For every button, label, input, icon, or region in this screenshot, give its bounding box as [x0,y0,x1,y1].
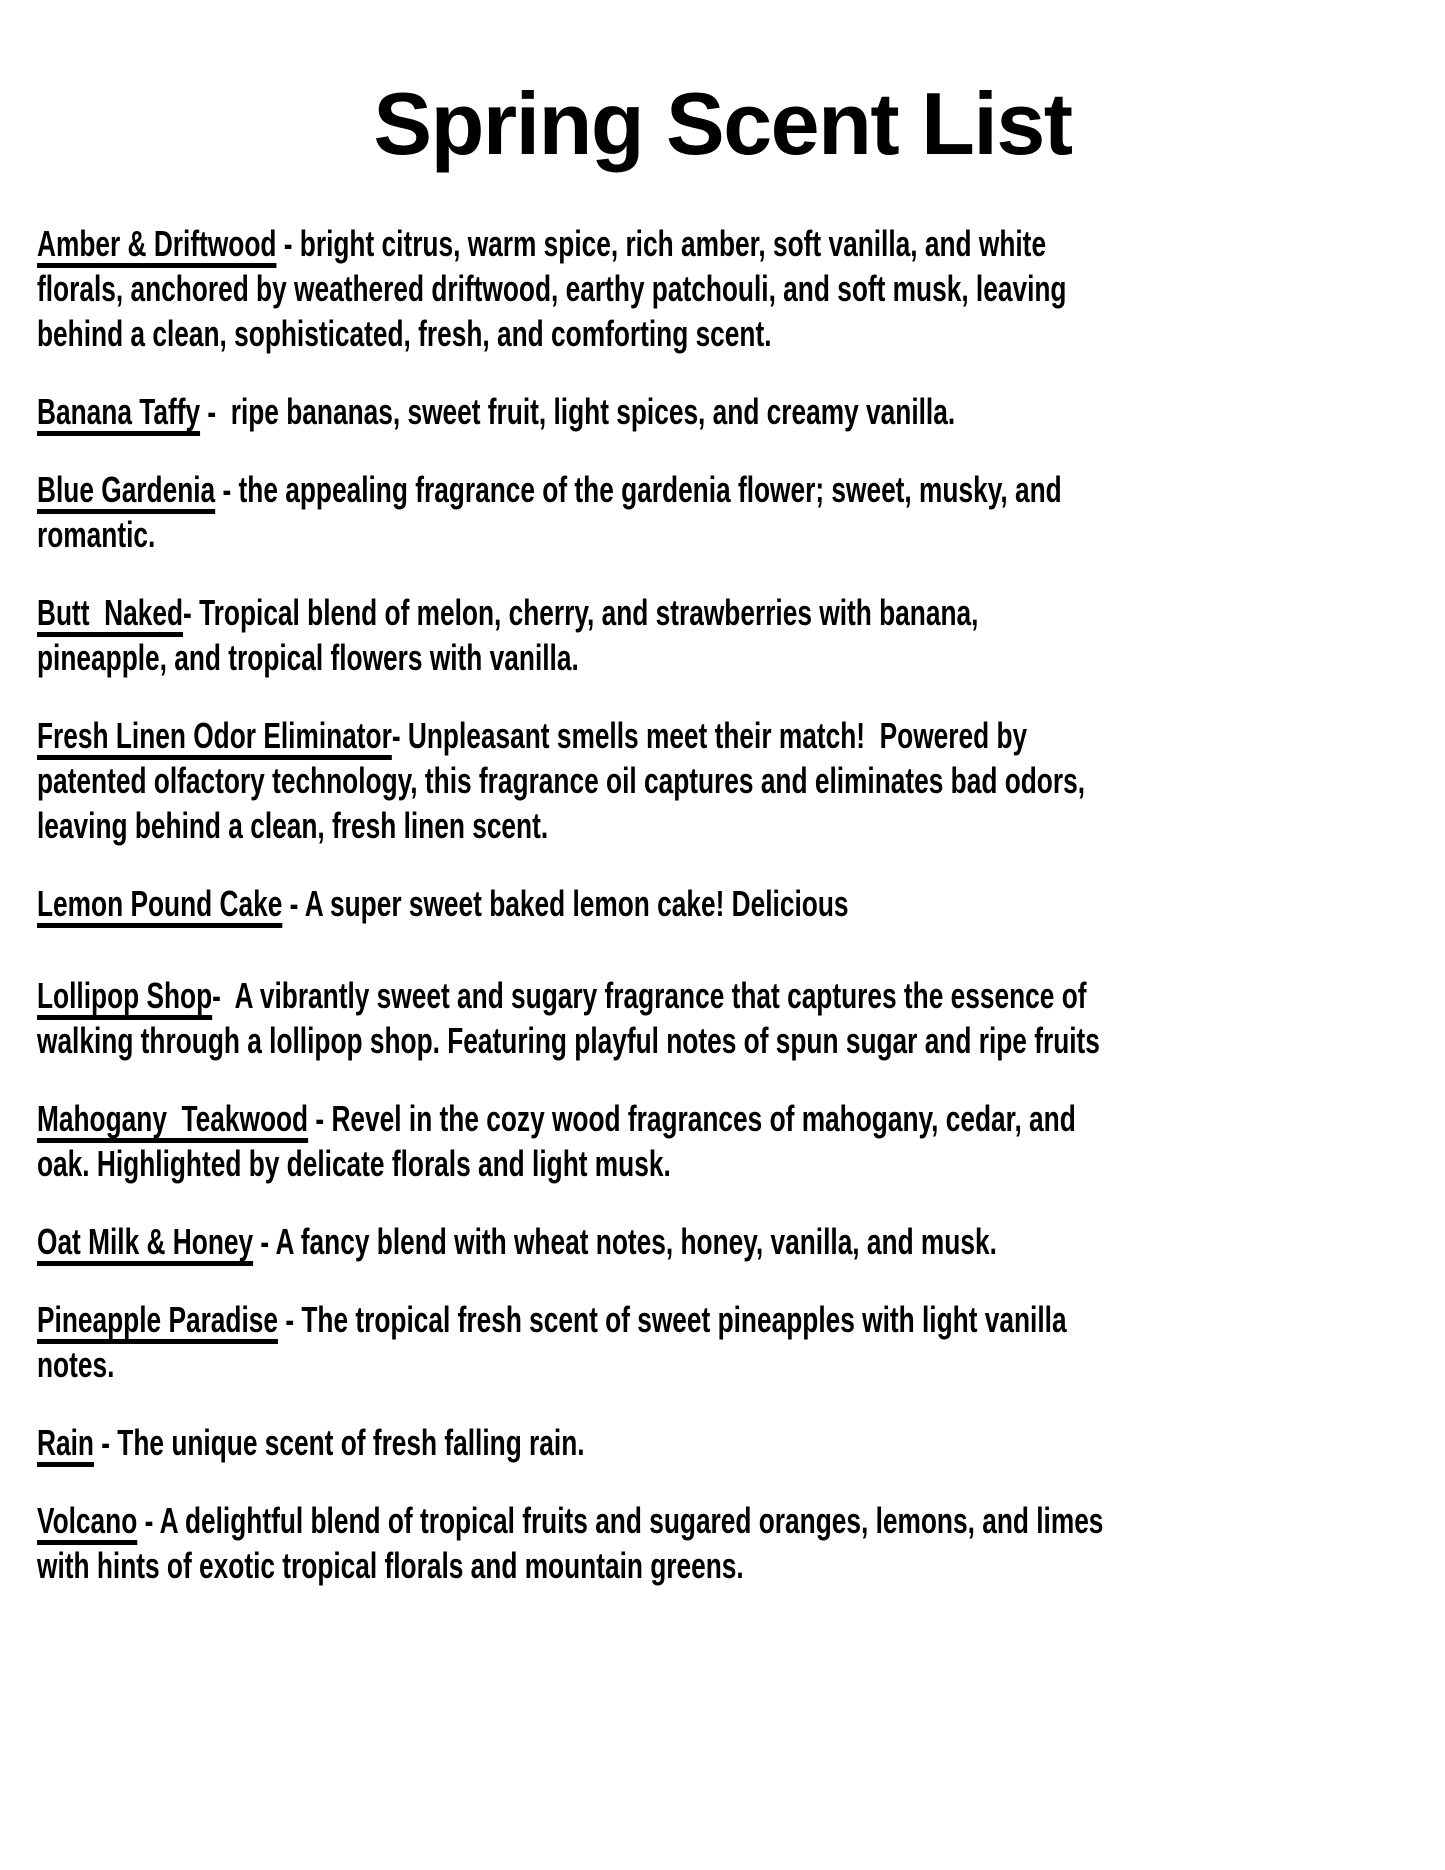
scent-name: Amber & Driftwood [37,223,277,264]
scent-description: - The tropical fresh scent of sweet pineapples with light vanilla [278,1299,1067,1340]
scent-name: Lollipop Shop [37,975,213,1016]
scent-description: with hints of exotic tropical florals and mountain greens. [37,1545,744,1586]
scent-description: - Revel in the cozy wood fragrances of mahogany, cedar, and [308,1098,1076,1139]
scent-line [37,389,1445,434]
scent-description: pineapple, and tropical flowers with vanilla. [37,637,579,678]
scent-description: - A fancy blend with wheat notes, honey, vanilla, and musk. [253,1221,997,1262]
scent-line [37,881,1445,926]
scent-description: - bright citrus, warm spice, rich amber, soft vanilla, and white [276,223,1047,264]
scent-description: notes. [37,1344,115,1385]
scent-name: Oat Milk & Honey [37,1221,254,1262]
scent-entry-mahogany-teakwood [37,1096,1445,1186]
scent-description: - A delightful blend of tropical fruits and sugared oranges, lemons, and limes [137,1500,1104,1541]
scent-entry-lemon-pound-cake [37,881,1445,926]
scent-entry-blue-gardenia [37,467,1445,557]
scent-entry-butt-naked [37,590,1445,680]
scent-description: behind a clean, sophisticated, fresh, and comforting scent. [37,313,772,354]
scent-description: - Tropical blend of melon, cherry, and strawberries with banana, [183,592,979,633]
scent-name: Blue Gardenia [37,469,216,510]
scent-name: Rain [37,1422,94,1463]
scent-entry-rain [37,1420,1445,1465]
scent-line [37,973,1445,1018]
scent-line [37,1096,1445,1141]
scent-name: Butt Naked [37,592,184,633]
scent-description: - The unique scent of fresh falling rain. [93,1422,585,1463]
scent-entry-volcano [37,1498,1445,1588]
scent-name: Volcano [37,1500,138,1541]
scent-name: Pineapple Paradise [37,1299,279,1340]
scent-line [37,590,1445,635]
scent-description: - ripe bananas, sweet fruit, light spices, and creamy vanilla. [200,391,956,432]
scent-entry-pineapple-paradise [37,1297,1445,1387]
scent-line [37,1420,1445,1465]
scent-entry-banana-taffy [37,389,1445,434]
scent-name: Banana Taffy [37,391,201,432]
scent-description: leaving behind a clean, fresh linen scent. [37,805,549,846]
scent-description: oak. Highlighted by delicate florals and light musk. [37,1143,671,1184]
scent-line [37,1219,1445,1264]
scent-entry-amber-driftwood [37,221,1445,356]
scent-entry-fresh-linen-odor-eliminator [37,713,1445,848]
scent-line [37,1498,1445,1543]
scent-entry-oat-milk-honey [37,1219,1445,1264]
scent-description: patented olfactory technology, this fragrance oil captures and eliminates bad odors, [37,760,1086,801]
scent-description: - A vibrantly sweet and sugary fragrance that captures the essence of [212,975,1087,1016]
scent-description: florals, anchored by weathered driftwood, earthy patchouli, and soft musk, leaving [37,268,1067,309]
scent-name: Lemon Pound Cake [37,883,283,924]
scent-line [37,221,1445,266]
scent-name: Fresh Linen Odor Eliminator [37,715,392,756]
scent-line [37,467,1445,512]
scent-entry-lollipop-shop [37,973,1445,1063]
scent-description: - the appealing fragrance of the gardenia flower; sweet, musky, and [215,469,1062,510]
scent-line [37,713,1445,758]
scent-description: romantic. [37,514,156,555]
scent-description: - A super sweet baked lemon cake! Delicious [282,883,849,924]
scent-description: - Unpleasant smells meet their match! Powered by [391,715,1028,756]
scent-name: Mahogany Teakwood [37,1098,309,1139]
scent-line [37,1297,1445,1342]
scent-list [37,221,1445,1621]
scent-description: walking through a lollipop shop. Featuring playful notes of spun sugar and ripe fruits [37,1020,1100,1061]
page-title: Spring Scent List [373,74,1072,173]
